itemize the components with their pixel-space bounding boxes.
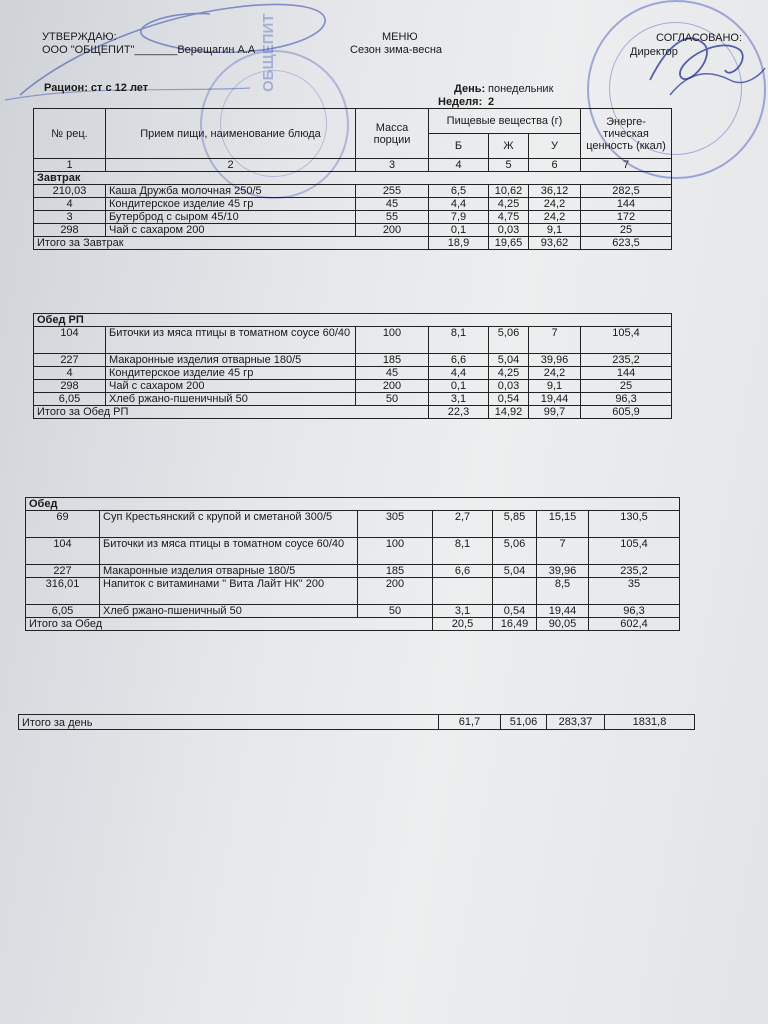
cell-b [433,578,493,605]
cell-dish: Напиток с витаминами " Вита Лайт НК" 200 [100,578,358,605]
cell-kcal: 282,5 [581,185,672,198]
cell-kcal: 105,4 [581,327,672,354]
cell-zh: 5,04 [489,354,529,367]
col-num: № рец. [34,109,106,159]
cell-b: 8,1 [433,538,493,565]
cell-kcal: 35 [589,578,680,605]
cell-num: 104 [34,327,106,354]
cell-dish: Чай с сахаром 200 [106,380,356,393]
table-row [34,393,672,406]
cell-zh: 4,25 [489,198,529,211]
table-row [34,380,672,393]
col-mass: Масса порции [356,109,429,159]
cell-zh: 0,03 [489,380,529,393]
day-label: День: [454,83,486,95]
cell-u: 39,96 [537,565,589,578]
day-value: понедельник [488,83,554,95]
cell-zh [493,578,537,605]
table-row [26,511,680,538]
total-row: Итого за Обед 20,5 16,49 90,05 602,4 [26,618,680,631]
cell-mass: 200 [356,380,429,393]
cell-mass: 200 [356,224,429,237]
stamp-text: ОБЩЕПИТ [260,13,277,92]
cell-num: 4 [34,198,106,211]
cell-mass: 255 [356,185,429,198]
cell-u: 8,5 [537,578,589,605]
col-zh: Ж [489,134,529,159]
cell-dish: Биточки из мяса птицы в томатном соусе 60/40 [100,538,358,565]
menu-title: МЕНЮ [382,31,418,43]
header-row [34,109,672,134]
total-row: Итого за Обед РП 22,3 14,92 99,7 605,9 [34,406,672,419]
col-dish: Прием пищи, наименование блюда [106,109,356,159]
cell-mass: 50 [358,605,433,618]
table-row [34,327,672,354]
cell-b: 7,9 [429,211,489,224]
cell-kcal: 172 [581,211,672,224]
cell-u: 24,2 [529,211,581,224]
cell-b: 6,5 [429,185,489,198]
cell-b: 3,1 [429,393,489,406]
lunch-rp-table [33,313,672,419]
cell-num: 69 [26,511,100,538]
cell-dish: Биточки из мяса птицы в томатном соусе 60/40 [106,327,356,354]
agreed-label: СОГЛАСОВАНО: [656,32,743,44]
lunch-rows [26,511,680,618]
cell-num: 210,03 [34,185,106,198]
cell-mass: 50 [356,393,429,406]
cell-b: 6,6 [429,354,489,367]
cell-b: 0,1 [429,224,489,237]
cell-kcal: 96,3 [581,393,672,406]
section-title: Обед [26,498,680,511]
section-title: Завтрак [34,172,672,185]
cell-b: 3,1 [433,605,493,618]
table-row [26,578,680,605]
table-row [34,224,672,237]
cell-num: 4 [34,367,106,380]
cell-b: 6,6 [433,565,493,578]
cell-dish: Хлеб ржано-пшеничный 50 [106,393,356,406]
cell-mass: 185 [358,565,433,578]
cell-mass: 200 [358,578,433,605]
cell-dish: Суп Крестьянский с крупой и сметаной 300/5 [100,511,358,538]
breakfast-table [33,108,672,250]
day-total-label: Итого за день [19,715,439,730]
cell-u: 24,2 [529,367,581,380]
lunch-rp-rows [34,327,672,406]
cell-num: 298 [34,380,106,393]
cell-num: 6,05 [26,605,100,618]
cell-mass: 100 [358,538,433,565]
cell-zh: 5,85 [493,511,537,538]
cell-kcal: 235,2 [589,565,680,578]
cell-u: 7 [529,327,581,354]
cell-u: 9,1 [529,380,581,393]
approve-org: ООО "ОБЩЕПИТ"_______Верещагин А.А [42,44,256,56]
cell-b: 0,1 [429,380,489,393]
cell-num: 227 [34,354,106,367]
cell-num: 104 [26,538,100,565]
cell-b: 4,4 [429,198,489,211]
cell-num: 3 [34,211,106,224]
table-row [26,538,680,565]
cell-b: 4,4 [429,367,489,380]
cell-u: 39,96 [529,354,581,367]
cell-zh: 4,25 [489,367,529,380]
cell-num: 316,01 [26,578,100,605]
cell-dish: Бутерброд с сыром 45/10 [106,211,356,224]
column-numbers-row: 1 2 3 4 5 6 7 [34,159,672,172]
table-row [34,185,672,198]
cell-u: 19,44 [529,393,581,406]
cell-zh: 5,06 [489,327,529,354]
cell-b: 8,1 [429,327,489,354]
cell-mass: 100 [356,327,429,354]
cell-dish: Каша Дружба молочная 250/5 [106,185,356,198]
table-row [26,565,680,578]
col-b: Б [429,134,489,159]
cell-zh: 5,04 [493,565,537,578]
ration-label: Рацион: ст с 12 лет [44,82,149,94]
day-total-table [18,714,695,730]
table-row [34,367,672,380]
total-row: Итого за Завтрак 18,9 19,65 93,62 623,5 [34,237,672,250]
cell-kcal: 96,3 [589,605,680,618]
table-row [34,354,672,367]
table-row [34,211,672,224]
cell-dish: Чай с сахаром 200 [106,224,356,237]
col-u: У [529,134,581,159]
week-value: 2 [488,96,495,108]
cell-dish: Макаронные изделия отварные 180/5 [100,565,358,578]
cell-b: 2,7 [433,511,493,538]
cell-u: 19,44 [537,605,589,618]
col-nutrients: Пищевые вещества (г) [429,109,581,134]
cell-zh: 0,54 [489,393,529,406]
cell-kcal: 144 [581,367,672,380]
cell-zh: 10,62 [489,185,529,198]
table-row [34,198,672,211]
cell-u: 9,1 [529,224,581,237]
cell-kcal: 144 [581,198,672,211]
approve-label: УТВЕРЖДАЮ: [42,31,117,43]
day-total-row: Итого за день 61,7 51,06 283,37 1831,8 [19,715,695,730]
director-label: Директор [630,46,678,58]
lunch-table [25,497,680,631]
table-row [26,605,680,618]
season: Сезон зима-весна [350,44,443,56]
col-energy: Энерге-тическая ценность (ккал) [581,109,672,159]
cell-u: 24,2 [529,198,581,211]
cell-kcal: 105,4 [589,538,680,565]
cell-u: 7 [537,538,589,565]
cell-zh: 4,75 [489,211,529,224]
cell-kcal: 25 [581,380,672,393]
cell-kcal: 130,5 [589,511,680,538]
cell-dish: Макаронные изделия отварные 180/5 [106,354,356,367]
cell-u: 36,12 [529,185,581,198]
cell-num: 298 [34,224,106,237]
cell-mass: 305 [358,511,433,538]
cell-num: 6,05 [34,393,106,406]
cell-mass: 45 [356,367,429,380]
cell-kcal: 235,2 [581,354,672,367]
cell-dish: Кондитерское изделие 45 гр [106,367,356,380]
cell-kcal: 25 [581,224,672,237]
section-title: Обед РП [34,314,672,327]
cell-mass: 185 [356,354,429,367]
week-label: Неделя: [438,96,483,108]
cell-mass: 55 [356,211,429,224]
cell-zh: 0,54 [493,605,537,618]
cell-mass: 45 [356,198,429,211]
cell-u: 15,15 [537,511,589,538]
cell-num: 227 [26,565,100,578]
cell-zh: 5,06 [493,538,537,565]
cell-dish: Хлеб ржано-пшеничный 50 [100,605,358,618]
cell-dish: Кондитерское изделие 45 гр [106,198,356,211]
cell-zh: 0,03 [489,224,529,237]
breakfast-rows [34,185,672,237]
